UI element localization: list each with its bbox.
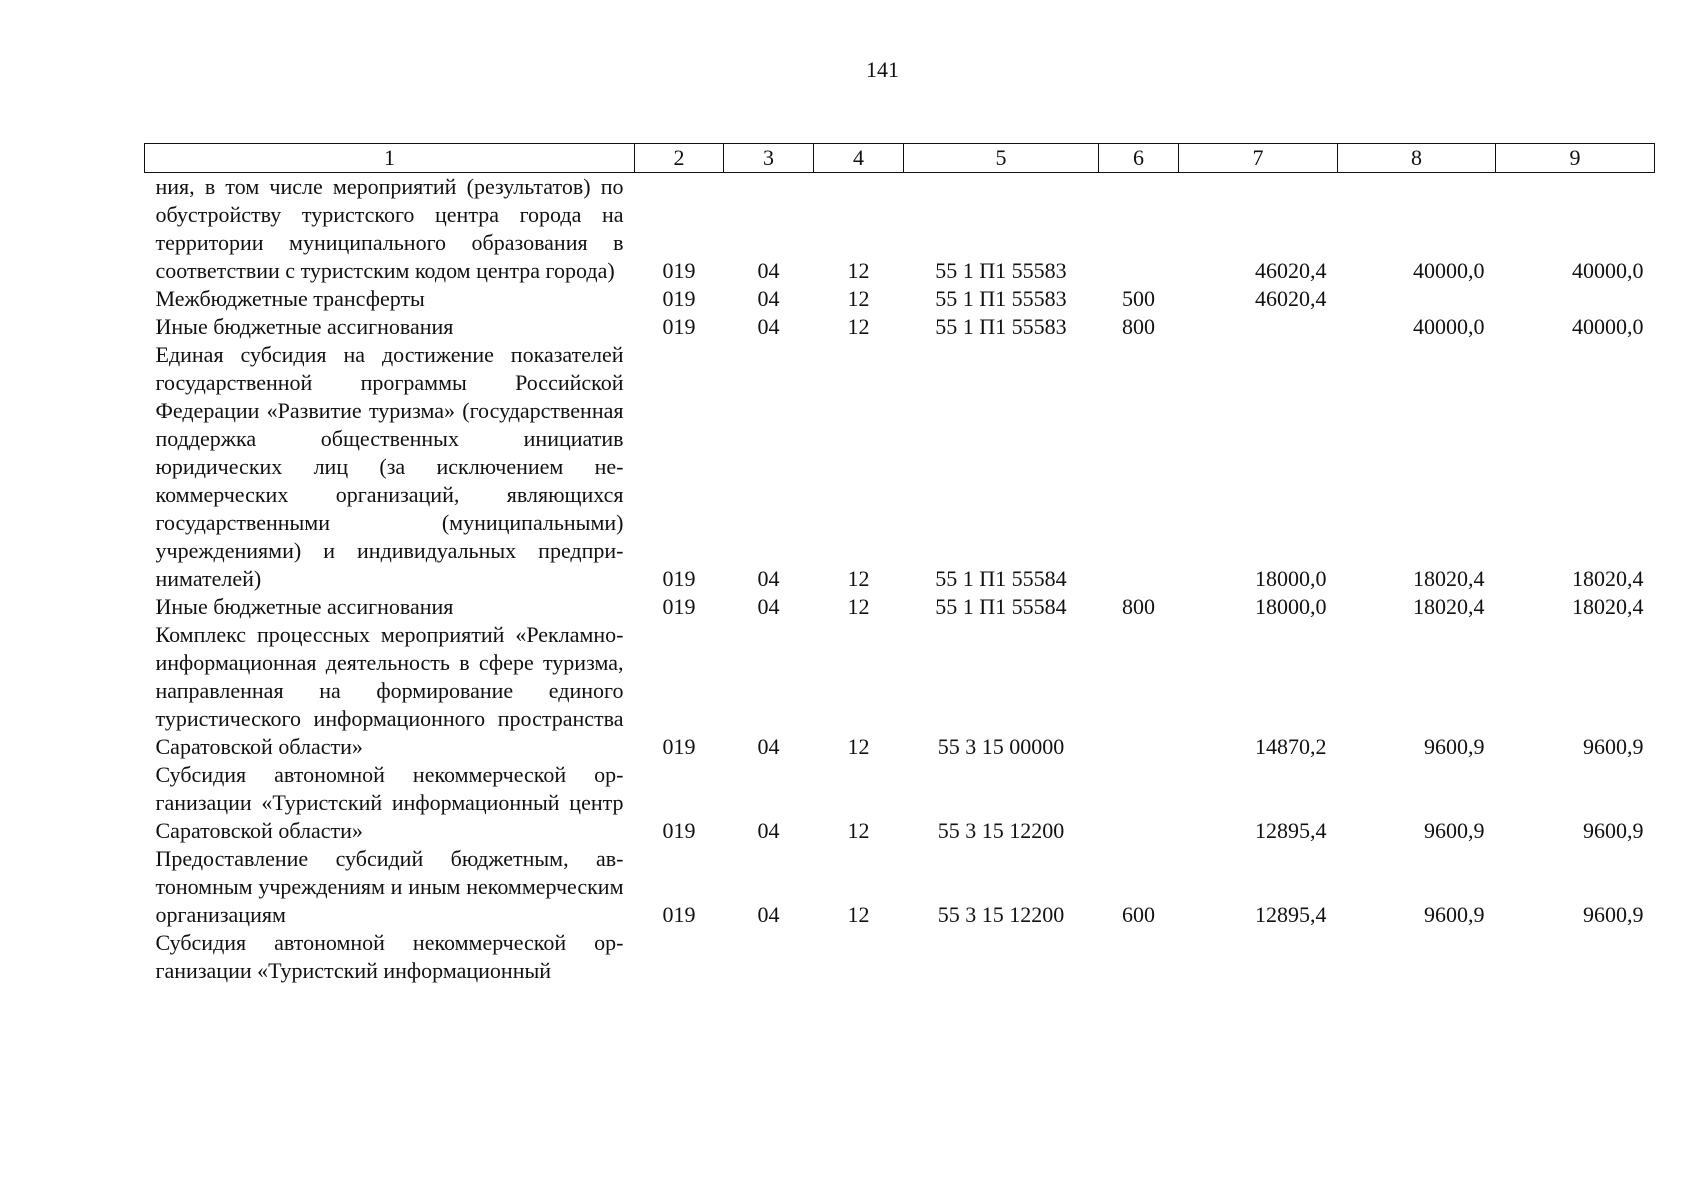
cell-expense-type [1099,929,1179,985]
budget-table [144,143,1655,985]
cell-target-article: 55 1 П1 55583 [935,286,1067,311]
cell-amount-col7 [1179,929,1338,985]
table-row [145,929,1655,985]
cell-amount-col8: 40000,0 [1413,258,1485,283]
cell-section: 04 [757,902,780,927]
cell-amount-col8 [1338,285,1496,313]
header-cell: 3 [724,144,814,173]
cell-amount-col8: 9600,9 [1424,902,1485,927]
cell-target-article: 55 1 П1 55584 [935,566,1067,591]
cell-target-article: 55 1 П1 55584 [935,594,1067,619]
cell-amount-col9 [1496,285,1655,313]
cell-expense-type: 500 [1122,286,1155,311]
cell-section: 04 [757,818,780,843]
table-row [145,313,1655,341]
cell-subsection: 12 [847,818,870,843]
header-cell: 9 [1496,144,1655,173]
cell-expense-type: 600 [1122,902,1155,927]
cell-target-article: 55 3 15 12200 [937,902,1065,927]
header-cell: 4 [814,144,904,173]
cell-amount-col7: 18000,0 [1255,566,1327,591]
cell-amount-col8 [1338,929,1496,985]
cell-subsection: 12 [847,286,870,311]
row-name: Единая субсидия на достижение показателей государственной программы Российской Федерации «Развитие туризма» (государственная поддержка общественных инициатив юридических лиц (за исключением некоммерческих организаций, являющихся государственными (муниципальными) учреждениями) и индивидуальных предпринимателей) [155,342,624,591]
cell-subsection [814,929,904,985]
cell-amount-col7: 46020,4 [1255,286,1327,311]
cell-expense-type [1099,761,1179,845]
cell-expense-type [1099,173,1179,286]
cell-subsection: 12 [847,566,870,591]
cell-target-article: 55 1 П1 55583 [935,258,1067,283]
table-row [145,845,1655,929]
row-name: Межбюджетные трансферты [155,286,425,311]
cell-admin-code: 019 [662,286,696,311]
header-cell: 8 [1338,144,1496,173]
table-row [145,341,1655,593]
table-header [145,144,1655,173]
cell-amount-col7: 12895,4 [1255,818,1327,843]
cell-admin-code [635,929,724,985]
cell-amount-col9 [1496,929,1655,985]
cell-admin-code: 019 [662,258,696,283]
table-row [145,761,1655,845]
cell-admin-code: 019 [662,734,696,759]
cell-amount-col9: 9600,9 [1583,818,1644,843]
header-cell: 5 [904,144,1099,173]
cell-amount-col9: 40000,0 [1572,314,1644,339]
cell-amount-col9: 18020,4 [1572,566,1644,591]
cell-admin-code: 019 [662,594,696,619]
header-row [145,144,1655,173]
cell-subsection: 12 [847,734,870,759]
cell-amount-col7: 14870,2 [1255,734,1327,759]
cell-expense-type [1099,341,1179,593]
cell-subsection: 12 [847,594,870,619]
table-row [145,285,1655,313]
table-row [145,621,1655,761]
row-name: Субсидия автономной некоммерческой организации «Туристский информационный центр Саратовской области» [155,762,624,843]
cell-amount-col8: 18020,4 [1413,594,1485,619]
cell-amount-col9: 18020,4 [1572,594,1644,619]
cell-target-article: 55 1 П1 55583 [935,314,1067,339]
table-row [145,593,1655,621]
cell-amount-col7: 46020,4 [1255,258,1327,283]
cell-section: 04 [757,734,780,759]
table-body [145,173,1655,986]
cell-amount-col8: 18020,4 [1413,566,1485,591]
cell-expense-type [1099,621,1179,761]
row-name: Иные бюджетные ассигнования [155,594,454,619]
cell-section [724,929,814,985]
header-cell: 1 [145,144,635,173]
cell-amount-col8: 9600,9 [1424,818,1485,843]
cell-amount-col8: 9600,9 [1424,734,1485,759]
cell-section: 04 [757,314,780,339]
cell-admin-code: 019 [662,818,696,843]
cell-expense-type: 800 [1122,314,1155,339]
cell-amount-col7: 18000,0 [1255,594,1327,619]
cell-section: 04 [757,258,780,283]
cell-section: 04 [757,594,780,619]
cell-admin-code: 019 [662,566,696,591]
header-cell: 6 [1099,144,1179,173]
cell-subsection: 12 [847,314,870,339]
header-cell: 2 [635,144,724,173]
cell-section: 04 [757,286,780,311]
row-name: Субсидия автономной некоммерческой организации «Туристский информационный [155,930,624,983]
row-name: Предоставление субсидий бюджетным, автономным учреждениям и иным некоммерческим организациям [155,846,624,927]
row-name: ния, в том числе мероприятий (результатов) по обустройству туристского центра города на территории муниципального образования в соответствии с туристским кодом центра города) [155,174,624,283]
cell-amount-col8: 40000,0 [1413,314,1485,339]
cell-amount-col9: 9600,9 [1583,902,1644,927]
cell-admin-code: 019 [662,902,696,927]
row-name: Иные бюджетные ассигнования [155,314,454,339]
cell-target-article [904,929,1099,985]
cell-subsection: 12 [847,258,870,283]
cell-section: 04 [757,566,780,591]
cell-target-article: 55 3 15 12200 [937,818,1065,843]
cell-amount-col7 [1179,313,1338,341]
page-number: 141 [866,57,899,82]
cell-target-article: 55 3 15 00000 [937,734,1065,759]
cell-amount-col9: 40000,0 [1572,258,1644,283]
header-cell: 7 [1179,144,1338,173]
cell-amount-col9: 9600,9 [1583,734,1644,759]
row-name: Комплекс процессных мероприятий «Рекламно-информационная деятельность в сфере туризма, направленная на формирование единого туристического информационного пространства Саратовской области» [155,622,624,759]
table-row [145,173,1655,286]
cell-admin-code: 019 [662,314,696,339]
cell-expense-type: 800 [1122,594,1155,619]
cell-subsection: 12 [847,902,870,927]
cell-amount-col7: 12895,4 [1255,902,1327,927]
